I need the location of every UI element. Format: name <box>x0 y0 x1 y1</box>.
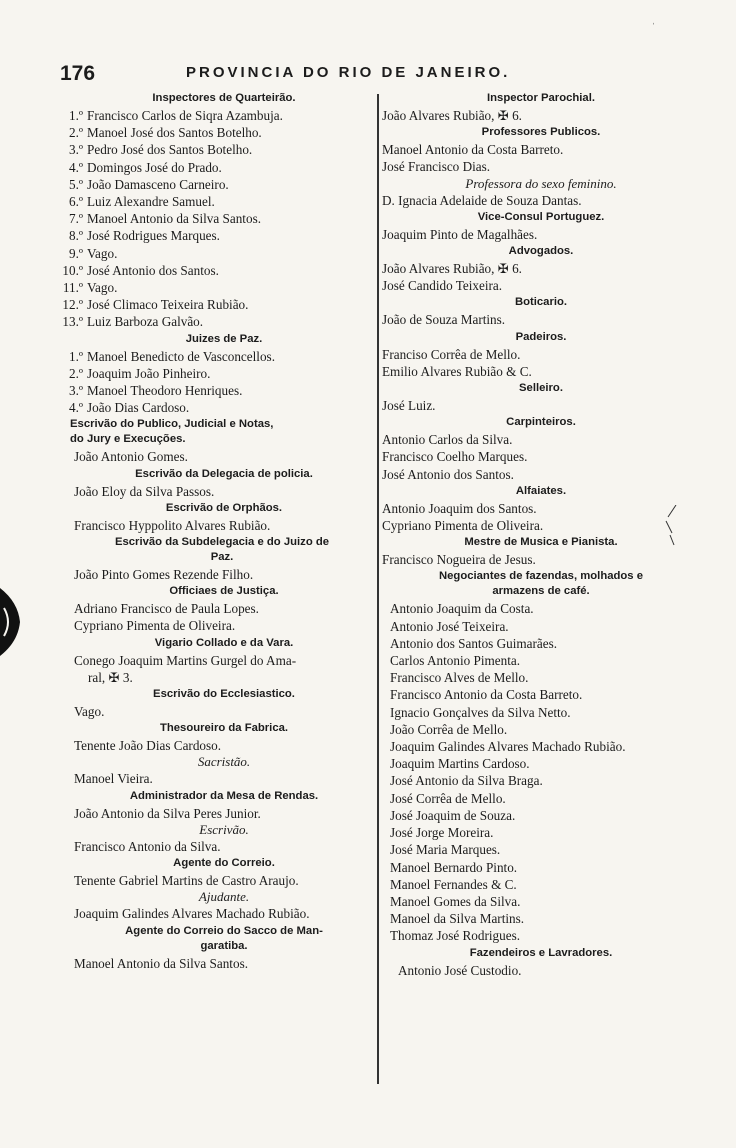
section-heading-escrivao-publico <box>70 417 374 447</box>
section-heading-advogados: Advogados. <box>508 245 574 258</box>
list-item <box>56 193 374 210</box>
list-item: Tenente Gabriel Martins de Castro Araujo. <box>74 873 299 889</box>
list-item: Manoel Antonio da Silva Santos. <box>74 955 248 971</box>
list-item <box>56 176 374 193</box>
list-item <box>56 348 374 365</box>
list-number: 6.º <box>69 194 83 210</box>
list-item: Francisco Alves de Mello. <box>390 670 529 686</box>
list-item: Francisco Hyppolito Alvares Rubião. <box>74 517 271 533</box>
heading-line: Escrivão do Publico, Judicial e Notas, <box>70 418 274 431</box>
list-text: Vago. <box>87 280 118 296</box>
heading-line: armazens de café. <box>492 585 590 598</box>
list-item: Adriano Francisco de Paula Lopes. <box>74 601 259 617</box>
heading-line: Agente do Correio do Sacco de Man- <box>125 924 323 937</box>
list-item: Antonio José Teixeira. <box>390 618 509 634</box>
running-title: PROVINCIA DO RIO DE JANEIRO. <box>186 64 511 81</box>
section-heading-inspector-parochial: Inspector Parochial. <box>487 92 595 104</box>
list-item: José Antonio da Silva Braga. <box>390 773 543 789</box>
section-heading-fazendeiros: Fazendeiros e Lavradores. <box>469 946 613 959</box>
list-item <box>56 124 374 141</box>
heading-line: Negociantes de fazendas, molhados e <box>438 570 644 583</box>
list-item <box>56 210 374 227</box>
list-item: Francisco Antonio da Costa Barreto. <box>390 687 583 703</box>
list-item: Joaquim Pinto de Magalhães. <box>382 226 538 242</box>
sub-heading: Sacristão. <box>197 754 251 770</box>
list-number: 4.º <box>69 159 83 175</box>
list-item: Antonio dos Santos Guimarães. <box>390 635 558 651</box>
list-item: Cypriano Pimenta de Oliveira. <box>74 618 236 634</box>
section-heading-escrivao-delegacia: Escrivão da Delegacia de policia. <box>135 467 313 480</box>
list-item: Antonio Joaquim da Costa. <box>390 601 534 617</box>
section-heading-vice-consul: Vice-Consul Portuguez. <box>477 210 605 223</box>
heading-line: Paz. <box>210 551 234 564</box>
list-number: 1.º <box>69 348 83 364</box>
list-item: Cypriano Pimenta de Oliveira. <box>382 518 544 534</box>
section-heading-escrivao-subdelegacia <box>70 535 374 565</box>
list-item: D. Ignacia Adelaide de Souza Dantas. <box>382 192 582 208</box>
list-item: Conego Joaquim Martins Gurgel do Ama- <box>74 652 297 668</box>
list-text: Pedro José dos Santos Botelho. <box>87 142 253 158</box>
heading-line: do Jury e Execuções. <box>70 433 186 446</box>
list-item <box>56 279 374 296</box>
section-heading-mestre: Mestre de Musica e Pianista. <box>464 536 618 549</box>
list-number: 4.º <box>69 400 83 416</box>
section-heading-escrivao-orphaos: Escrivão de Orphãos. <box>165 501 283 514</box>
section-heading-officiaes: Officiaes de Justiça. <box>169 585 279 598</box>
list-text: José Antonio dos Santos. <box>87 262 219 278</box>
list-item <box>56 296 374 313</box>
list-item: Francisco Nogueira de Jesus. <box>382 552 536 568</box>
right-column <box>382 90 700 979</box>
list-item: José Antonio dos Santos. <box>382 466 514 482</box>
list-item <box>56 262 374 279</box>
sub-heading: Professora do sexo feminino. <box>465 175 617 191</box>
list-item: José Francisco Dias. <box>382 159 491 175</box>
list-item: João Alvares Rubião, ✠ 6. <box>382 261 522 277</box>
list-text: Joaquim João Pinheiro. <box>87 365 211 381</box>
list-item <box>56 382 374 399</box>
list-number: 3.º <box>69 142 83 158</box>
section-heading-inspectores: Inspectores de Quarteirão. <box>152 92 296 104</box>
list-text: José Rodrigues Marques. <box>87 228 220 244</box>
list-text: Luiz Alexandre Samuel. <box>87 194 215 210</box>
section-heading-vigario: Vigario Collado e da Vara. <box>154 636 294 649</box>
list-item <box>56 227 374 244</box>
list-number: 7.º <box>69 211 83 227</box>
list-item: Francisco Antonio da Silva. <box>74 838 221 854</box>
list-item: Thomaz José Rodrigues. <box>390 928 521 944</box>
list-item: José Corrêa de Mello. <box>390 790 506 806</box>
list-item: ral, ✠ 3. <box>88 669 133 685</box>
list-item: Manoel da Silva Martins. <box>390 911 525 927</box>
section-heading-padeiros: Padeiros. <box>515 330 567 343</box>
list-item <box>56 313 374 330</box>
list-text: João Dias Cardoso. <box>87 400 190 416</box>
list-item: Antonio José Custodio. <box>398 962 522 978</box>
list-item: Carlos Antonio Pimenta. <box>390 653 521 669</box>
page-number: 176 <box>60 62 96 85</box>
list-text: Francisco Carlos de Siqra Azambuja. <box>87 108 283 123</box>
list-item: Manoel Vieira. <box>74 771 153 787</box>
list-number: 9.º <box>69 245 83 261</box>
list-item: João Antonio Gomes. <box>74 449 188 465</box>
list-item: João Eloy da Silva Passos. <box>74 483 215 499</box>
list-number: 3.º <box>69 383 83 399</box>
list-text: José Climaco Teixeira Rubião. <box>87 297 249 313</box>
list-item: Joaquim Martins Cardoso. <box>390 756 530 772</box>
list-item <box>56 159 374 176</box>
list-text: João Damasceno Carneiro. <box>87 176 229 192</box>
list-item: Tenente João Dias Cardoso. <box>74 738 222 754</box>
list-number: 12.º <box>62 297 83 313</box>
section-heading-professores: Professores Publicos. <box>481 126 601 139</box>
heading-line: Escrivão da Subdelegacia e do Juizo de <box>114 536 330 549</box>
list-item: João Pinto Gomes Rezende Filho. <box>74 567 254 583</box>
section-heading-negociantes <box>382 569 700 599</box>
list-item: Manoel Bernardo Pinto. <box>390 859 518 875</box>
list-item: João Antonio da Silva Peres Junior. <box>74 805 261 821</box>
list-text: Manoel Antonio da Silva Santos. <box>87 211 261 227</box>
section-heading-juizes: Juizes de Paz. <box>185 332 263 345</box>
section-heading-administrador: Administrador da Mesa de Rendas. <box>129 789 319 802</box>
section-heading-alfaiates: Alfaiates. <box>515 484 567 497</box>
list-number: 1.º <box>69 108 83 123</box>
section-heading-ecclesiastico: Escrivão do Ecclesiastico. <box>153 688 295 701</box>
list-item <box>56 365 374 382</box>
list-item: João Corrêa de Mello. <box>390 721 508 737</box>
list-text: Manoel Benedicto de Vasconcellos. <box>87 348 275 364</box>
section-heading-agente-sacco <box>74 924 374 954</box>
list-item: Francisco Coelho Marques. <box>382 449 528 465</box>
list-item: José Candido Teixeira. <box>382 278 503 294</box>
margin-mark: ˈ <box>652 22 656 33</box>
left-column <box>62 90 374 972</box>
list-item <box>56 107 374 124</box>
section-heading-boticario: Boticario. <box>514 296 568 309</box>
list-text: Manoel Theodoro Henriques. <box>87 383 243 399</box>
list-number: 13.º <box>62 314 83 330</box>
list-item: João Alvares Rubião, ✠ 6. <box>382 108 522 123</box>
list-item: Ignacio Gonçalves da Silva Netto. <box>390 704 571 720</box>
list-item: João de Souza Martins. <box>382 312 506 328</box>
list-number: 8.º <box>69 228 83 244</box>
list-item: Manoel Fernandes & C. <box>390 876 517 892</box>
section-heading-thesoureiro: Thesoureiro da Fabrica. <box>159 722 289 735</box>
list-item <box>56 399 374 416</box>
sub-heading: Escrivão. <box>199 821 249 837</box>
juizes-list <box>69 348 374 417</box>
list-item <box>56 141 374 158</box>
binding-shadow <box>0 588 24 656</box>
list-item: Franciso Corrêa de Mello. <box>382 346 521 362</box>
inspectors-list <box>62 107 374 331</box>
heading-line: garatiba. <box>200 939 248 952</box>
list-number: 11.º <box>62 280 83 296</box>
list-item <box>56 245 374 262</box>
list-item: José Joaquim de Souza. <box>390 807 516 823</box>
list-number: 2.º <box>69 365 83 381</box>
section-heading-selleiro: Selleiro. <box>519 382 563 395</box>
column-rule <box>377 94 379 1084</box>
list-item: Antonio Joaquim dos Santos. <box>382 500 537 516</box>
list-item: Joaquim Galindes Alvares Machado Rubião. <box>74 906 310 922</box>
list-item: Manoel Gomes da Silva. <box>390 893 521 909</box>
list-item: José Maria Marques. <box>390 842 501 858</box>
list-item: Joaquim Galindes Alvares Machado Rubião. <box>390 739 626 755</box>
list-item: Antonio Carlos da Silva. <box>382 432 513 448</box>
list-text: Domingos José do Prado. <box>87 159 222 175</box>
section-heading-carpinteiros: Carpinteiros. <box>506 416 576 429</box>
list-number: 2.º <box>69 125 83 141</box>
list-item: Manoel Antonio da Costa Barreto. <box>382 142 564 158</box>
sub-heading: Ajudante. <box>198 889 250 905</box>
section-heading-agente-correio: Agente do Correio. <box>173 857 275 870</box>
list-item: José Jorge Moreira. <box>390 825 494 841</box>
list-item: Vago. <box>74 704 105 720</box>
list-text: Manoel José dos Santos Botelho. <box>87 125 262 141</box>
list-item: José Luiz. <box>382 398 436 414</box>
list-number: 10.º <box>62 262 83 278</box>
list-number: 5.º <box>69 176 83 192</box>
negociantes-list <box>382 600 700 944</box>
list-text: Luiz Barboza Galvão. <box>87 314 204 330</box>
list-text: Vago. <box>87 245 118 261</box>
list-item: Emilio Alvares Rubião & C. <box>382 363 532 379</box>
